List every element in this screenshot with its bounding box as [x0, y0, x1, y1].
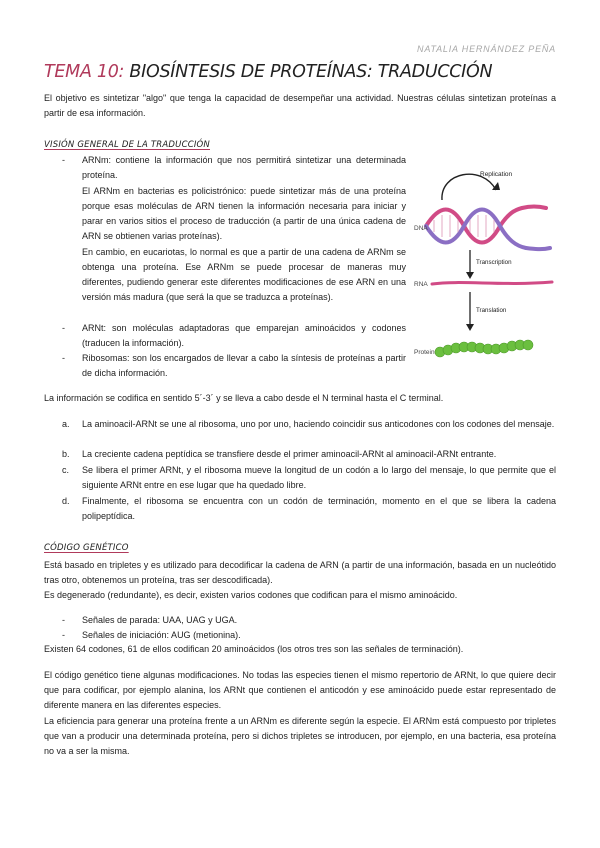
arnm-prokaryote-note: El ARNm en bacterias es policistrónico: puede sintetizar más de una proteína porque esas moléculas de ARN tienen la información necesaria para iniciar y parar en varios sitios el proceso de traducción (a partir de una única cadena de ARN se obtienen varias proteínas). — [82, 185, 406, 242]
bullet-dash: - — [62, 323, 65, 333]
bullet-dash: - — [62, 155, 65, 165]
author-name: NATALIA HERNÁNDEZ PEÑA — [417, 44, 556, 54]
genetic-code-p1: Está basado en tripletes y es utilizado para decodificar la cadena de ARN (a partir de una información, basada en un nucleótido tras otro, obtenemos un proteína, tras ser descodificada). — [44, 560, 556, 586]
intro-paragraph: El objetivo es sintetizar "algo" que tenga la capacidad de desempeñar una actividad. Nuestras células sintetizan proteínas a partir de esa información. — [44, 93, 556, 119]
arnm-eukaryote-note: En cambio, en eucariotas, lo normal es que a partir de una cadena de ARNm se obtenga una proteína. Ese ARNm se puede procesar de maneras muy diferentes, pudiendo generar este diferentes modificaciones de ese ARN en una versión más madura (que será la que se traduzca a proteínas). — [82, 246, 406, 303]
bullet-stop-signals: - Señales de parada: UAA, UAG y UGA. — [62, 615, 238, 625]
bullet-arnt: ARNt: son moléculas adaptadoras que emparejan aminoácidos y codones (traducen la información). — [82, 323, 406, 349]
page-title — [44, 62, 492, 82]
title-topic-name: BIOSÍNTESIS DE PROTEÍNAS: TRADUCCIÓN — [129, 62, 493, 82]
dna-new-strand-b — [526, 248, 550, 249]
replication-arrow — [442, 174, 496, 200]
direction-paragraph: La información se codifica en sentido 5´-3´ y se lleva a cabo desde el N terminal hasta el C terminal. — [44, 393, 444, 403]
label-protein: Protein — [414, 349, 435, 356]
label-transcription: Transcription — [476, 259, 512, 266]
step-text: Finalmente, el ribosoma se encuentra con un codón de terminación, momento en el que se libera la cadena polipeptídica. — [82, 496, 556, 522]
bullet-ribosomes: Ribosomas: son los encargados de llevar a cabo la síntesis de proteínas a partir de dicha información. — [82, 353, 406, 379]
step-marker: a. — [62, 419, 70, 429]
step-text: La creciente cadena peptídica se transfiere desde el primer aminoacil-ARNt al aminoacil-ARNt entrante. — [82, 449, 497, 459]
protein-chain — [435, 340, 533, 357]
rna-strand — [432, 282, 552, 284]
step-text: La aminoacil-ARNt se une al ribosoma, uno por uno, haciendo coincidir sus anticodones con los codones del mensaje. — [82, 419, 555, 429]
section-heading-overview: VISIÓN GENERAL DE LA TRADUCCIÓN — [44, 140, 210, 150]
transcription-arrowhead — [466, 272, 474, 279]
genetic-code-p5: La eficiencia para generar una proteína frente a un ARNm es diferente según la especie. El ARNm está compuesto por tripletes que van a producir una determinada proteína, pero si dichos tripletes se introducen, por ejemplo, en una bacteria, esa proteína no va a ser la misma. — [44, 716, 556, 757]
dna-new-strand-a — [522, 207, 546, 209]
label-dna: DNA — [414, 225, 428, 232]
bullet-dash: - — [62, 353, 65, 363]
bullet-arnm: ARNm: contiene la información que nos permitirá sintetizar una determinada proteína. — [82, 155, 406, 181]
bullet-text: Señales de parada: UAA, UAG y UGA. — [82, 615, 238, 625]
genetic-code-p2: Es degenerado (redundante), es decir, existen varios codones que codifican para el mismo aminoácido. — [44, 590, 458, 600]
step-marker: d. — [62, 496, 70, 506]
central-dogma-figure — [412, 160, 562, 370]
step-marker: c. — [62, 464, 70, 475]
bullet-text: Señales de iniciación: AUG (metionina). — [82, 630, 241, 640]
label-rna: RNA — [414, 281, 428, 288]
translation-arrowhead — [466, 324, 474, 331]
label-translation: Translation — [476, 307, 507, 314]
label-replication: Replication — [480, 171, 513, 178]
section-heading-genetic-code: CÓDIGO GENÉTICO — [44, 543, 129, 553]
bullet-start-signals: - Señales de iniciación: AUG (metionina). — [62, 630, 241, 640]
genetic-code-p3: Existen 64 codones, 61 de ellos codifican 20 aminoácidos (los otros tres son las señales de terminación). — [44, 644, 464, 654]
step-text: Se libera el primer ARNt, y el ribosoma mueve la longitud de un codón a lo largo del mensaje, lo que permite que el siguiente ARNt entre en ese lugar que ha quedado libre. — [82, 464, 556, 490]
genetic-code-p4: El código genético tiene algunas modificaciones. No todas las especies tienen el mismo repertorio de ARNt, lo que quiere decir que para codificar, por ejemplo alanina, los ARNt que contienen el anticodón y ese aminoácido puede estar representado de diferente manera en las diferentes especies. — [44, 670, 556, 711]
title-topic-number: TEMA 10: — [44, 62, 130, 82]
step-marker: b. — [62, 449, 70, 459]
